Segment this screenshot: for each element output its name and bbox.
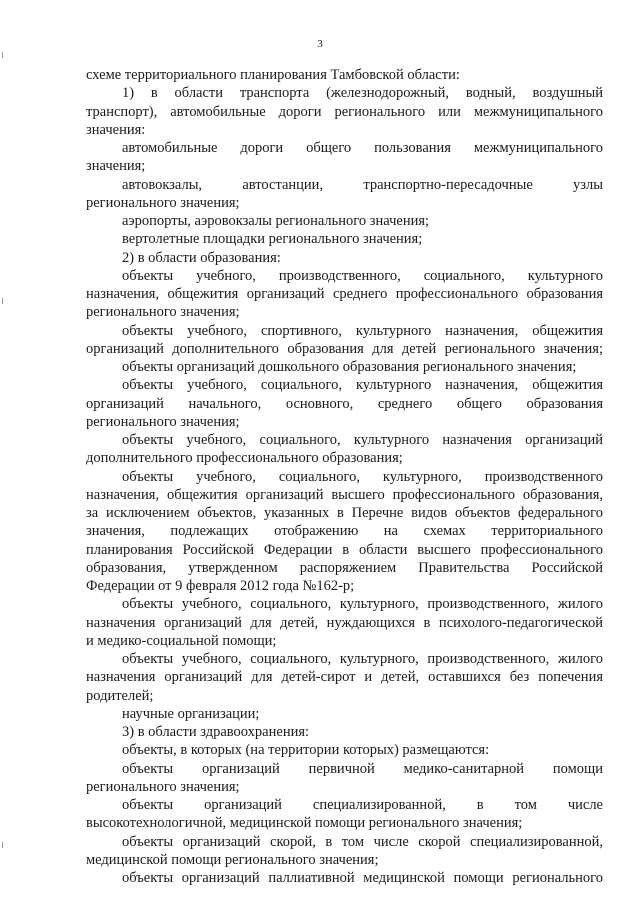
text-line: объекты учебного, производственного, социального, культурного (122, 267, 603, 284)
text-line: научные организации; (122, 705, 260, 722)
text-line: 2) в области образования: (122, 249, 281, 266)
margin-mark (2, 842, 3, 848)
text-line: медицинской помощи регионального значения; (86, 851, 379, 868)
text-line: объекты организаций первичной медико-санитарной помощи (122, 760, 603, 777)
text-line: значения; (86, 158, 146, 175)
text-line: автовокзалы, автостанции, транспортно-пересадочные узлы (122, 176, 603, 193)
text-line: планирования Российской Федерации в области высшего профессионального (86, 541, 603, 558)
text-line: назначения, общежития организаций среднего профессионального образования (86, 286, 603, 302)
text-line: объекты организаций специализированной, в том числе (122, 797, 603, 813)
margin-mark (2, 298, 3, 304)
text-line: родителей; (86, 687, 154, 704)
text-line: транспорт), автомобильные дороги регионального или межмуниципального (86, 103, 603, 120)
text-line: высокотехнологичной, медицинской помощи регионального значения; (86, 815, 523, 832)
text-line: назначения организаций для детей, нуждающихся в психолого-педагогической (86, 614, 603, 631)
text-line: 1) в области транспорта (железнодорожный, водный, воздушный (122, 85, 603, 102)
text-line: аэропорты, аэровокзалы регионального значения; (122, 213, 430, 229)
page-number: 3 (317, 38, 323, 50)
margin-mark (2, 52, 3, 58)
text-line: назначения организаций для детей-сирот и детей, оставшихся без попечения (86, 669, 603, 686)
text-line: Федерации от 9 февраля 2012 года №162-р; (86, 578, 355, 594)
text-line: вертолетные площадки регионального значения; (122, 231, 423, 248)
text-line: за исключением объектов, указанных в Перечне видов объектов федерального (86, 505, 603, 521)
text-line: автомобильные дороги общего пользования межмуниципального (122, 140, 603, 156)
text-line: дополнительного профессионального образования; (86, 450, 403, 467)
document-body (86, 66, 603, 887)
text-line: объекты учебного, социального, культурного, производственного, жилого (122, 596, 603, 613)
text-line: объекты организаций скорой, в том числе скорой специализированной, (122, 833, 603, 850)
text-line: значения, подлежащих отображению на схемах территориального (86, 523, 603, 540)
text-line: регионального значения; (86, 778, 240, 795)
text-line: объекты организаций дошкольного образования регионального значения; (122, 359, 577, 375)
text-line: значения: (86, 121, 146, 138)
text-line: регионального значения; (86, 304, 240, 321)
text-line: схеме территориального планирования Тамбовской области: (86, 67, 460, 83)
text-line: объекты учебного, социального, культурного назначения организаций (122, 432, 603, 448)
text-line: объекты организаций паллиативной медицинской помощи регионального (122, 870, 603, 886)
text-line: назначения, общежития организаций высшего профессионального образования, (86, 486, 603, 503)
text-line: объекты учебного, социального, культурного, производственного, жилого (122, 651, 603, 667)
text-line: организаций дополнительного образования для детей регионального значения; (86, 340, 603, 357)
text-line: объекты учебного, спортивного, культурного назначения, общежития (122, 322, 603, 339)
text-line: образования, утвержденном распоряжением Правительства Российской (86, 559, 603, 576)
text-line: объекты учебного, социального, культурного назначения, общежития (122, 377, 603, 394)
text-line: 3) в области здравоохранения: (122, 724, 310, 740)
text-line: и медико-социальной помощи; (86, 632, 277, 649)
text-line: объекты учебного, социального, культурного, производственного (122, 468, 603, 485)
text-line: регионального значения; (86, 194, 240, 211)
text-line: организаций начального, основного, среднего общего образования (86, 395, 603, 412)
text-line: объекты, в которых (на территории которых) размещаются: (122, 742, 490, 759)
text-line: регионального значения; (86, 413, 240, 430)
